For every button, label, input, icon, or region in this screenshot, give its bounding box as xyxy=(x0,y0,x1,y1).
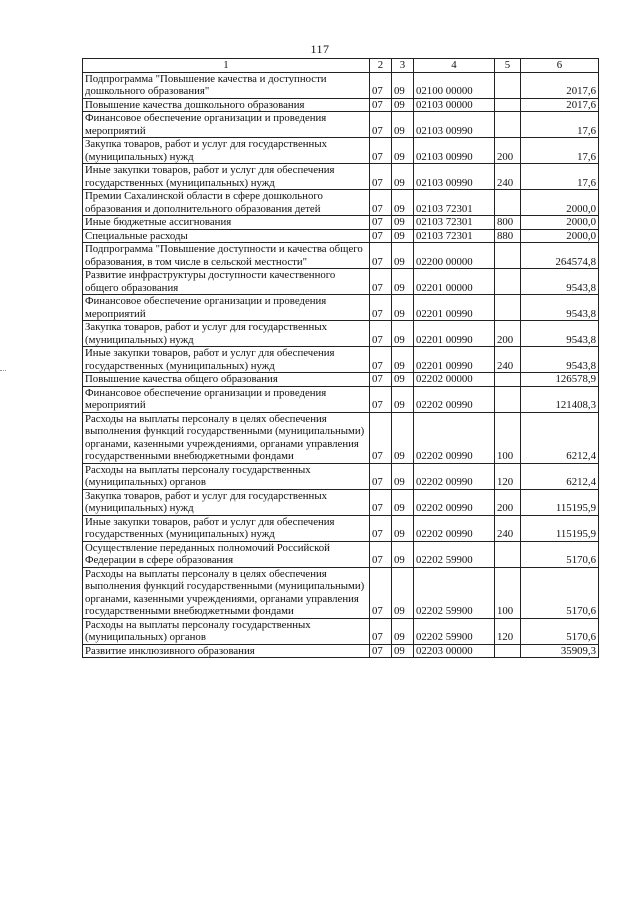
row-target-article: 02103 72301 xyxy=(414,190,495,216)
row-section: 07 xyxy=(370,164,392,190)
row-amount: 17,6 xyxy=(521,138,599,164)
row-name: Расходы на выплаты персоналу государственных (муниципальных) органов xyxy=(83,463,370,489)
table-body xyxy=(83,72,599,658)
row-expense-type: 200 xyxy=(495,489,521,515)
table-row xyxy=(83,489,599,515)
row-section: 07 xyxy=(370,190,392,216)
row-target-article: 02103 00990 xyxy=(414,112,495,138)
table-row xyxy=(83,412,599,463)
header-col-2: 2 xyxy=(370,59,392,73)
row-subsection: 09 xyxy=(392,98,414,112)
row-target-article: 02201 00990 xyxy=(414,295,495,321)
row-name: Закупка товаров, работ и услуг для государственных (муниципальных) нужд xyxy=(83,138,370,164)
row-section: 07 xyxy=(370,373,392,387)
row-expense-type xyxy=(495,373,521,387)
table-row xyxy=(83,229,599,243)
header-col-3: 3 xyxy=(392,59,414,73)
row-amount: 2000,0 xyxy=(521,216,599,230)
row-amount: 2000,0 xyxy=(521,190,599,216)
row-section: 07 xyxy=(370,489,392,515)
row-name: Закупка товаров, работ и услуг для государственных (муниципальных) нужд xyxy=(83,489,370,515)
row-section: 07 xyxy=(370,412,392,463)
row-amount: 115195,9 xyxy=(521,489,599,515)
row-subsection: 09 xyxy=(392,72,414,98)
row-target-article: 02201 00990 xyxy=(414,321,495,347)
row-name: Подпрограмма "Повышение качества и доступности дошкольного образования" xyxy=(83,72,370,98)
row-subsection: 09 xyxy=(392,243,414,269)
budget-table xyxy=(82,58,599,658)
row-expense-type: 800 xyxy=(495,216,521,230)
table-row xyxy=(83,216,599,230)
row-target-article: 02202 59900 xyxy=(414,567,495,618)
row-expense-type xyxy=(495,269,521,295)
row-name: Расходы на выплаты персоналу в целях обеспечения выполнения функций государственными (муниципальными) органами, казенными учреждениями, органами управления государственными внебюджетными фондами xyxy=(83,567,370,618)
row-amount: 5170,6 xyxy=(521,618,599,644)
row-target-article: 02203 00000 xyxy=(414,644,495,658)
table-row xyxy=(83,515,599,541)
row-amount: 2000,0 xyxy=(521,229,599,243)
row-name: Иные бюджетные ассигнования xyxy=(83,216,370,230)
row-subsection: 09 xyxy=(392,112,414,138)
row-amount: 6212,4 xyxy=(521,463,599,489)
row-section: 07 xyxy=(370,541,392,567)
table-row xyxy=(83,164,599,190)
row-expense-type xyxy=(495,243,521,269)
row-name: Специальные расходы xyxy=(83,229,370,243)
row-section: 07 xyxy=(370,386,392,412)
row-amount: 2017,6 xyxy=(521,72,599,98)
row-target-article: 02202 00990 xyxy=(414,515,495,541)
margin-mark xyxy=(0,370,6,371)
row-expense-type xyxy=(495,98,521,112)
table-row xyxy=(83,112,599,138)
row-expense-type: 120 xyxy=(495,618,521,644)
header-col-5: 5 xyxy=(495,59,521,73)
row-section: 07 xyxy=(370,618,392,644)
table-header-row xyxy=(83,59,599,73)
row-subsection: 09 xyxy=(392,164,414,190)
page-number: 117 xyxy=(310,42,330,56)
table-row xyxy=(83,373,599,387)
table-row xyxy=(83,567,599,618)
row-section: 07 xyxy=(370,347,392,373)
row-section: 07 xyxy=(370,644,392,658)
row-section: 07 xyxy=(370,515,392,541)
row-section: 07 xyxy=(370,229,392,243)
row-section: 07 xyxy=(370,567,392,618)
row-name: Премии Сахалинской области в сфере дошкольного образования и дополнительного образования детей xyxy=(83,190,370,216)
table-row xyxy=(83,618,599,644)
row-target-article: 02202 59900 xyxy=(414,541,495,567)
table-row xyxy=(83,72,599,98)
row-expense-type: 240 xyxy=(495,515,521,541)
row-subsection: 09 xyxy=(392,229,414,243)
row-expense-type: 200 xyxy=(495,321,521,347)
row-subsection: 09 xyxy=(392,295,414,321)
row-expense-type: 120 xyxy=(495,463,521,489)
row-section: 07 xyxy=(370,72,392,98)
row-name: Повышение качества дошкольного образования xyxy=(83,98,370,112)
row-amount: 2017,6 xyxy=(521,98,599,112)
row-expense-type xyxy=(495,190,521,216)
row-expense-type: 880 xyxy=(495,229,521,243)
row-target-article: 02202 00990 xyxy=(414,412,495,463)
row-name: Финансовое обеспечение организации и проведения мероприятий xyxy=(83,295,370,321)
row-subsection: 09 xyxy=(392,373,414,387)
row-expense-type xyxy=(495,112,521,138)
row-amount: 17,6 xyxy=(521,112,599,138)
table-row xyxy=(83,295,599,321)
row-amount: 5170,6 xyxy=(521,541,599,567)
row-amount: 9543,8 xyxy=(521,347,599,373)
row-name: Развитие инфраструктуры доступности качественного общего образования xyxy=(83,269,370,295)
row-name: Развитие инклюзивного образования xyxy=(83,644,370,658)
row-name: Финансовое обеспечение организации и проведения мероприятий xyxy=(83,112,370,138)
row-amount: 9543,8 xyxy=(521,295,599,321)
row-subsection: 09 xyxy=(392,412,414,463)
table-row xyxy=(83,269,599,295)
row-subsection: 09 xyxy=(392,269,414,295)
row-target-article: 02200 00000 xyxy=(414,243,495,269)
row-name: Иные закупки товаров, работ и услуг для обеспечения государственных (муниципальных) нужд xyxy=(83,347,370,373)
row-name: Расходы на выплаты персоналу государственных (муниципальных) органов xyxy=(83,618,370,644)
row-section: 07 xyxy=(370,295,392,321)
row-subsection: 09 xyxy=(392,216,414,230)
row-subsection: 09 xyxy=(392,489,414,515)
table-row xyxy=(83,138,599,164)
row-section: 07 xyxy=(370,138,392,164)
row-target-article: 02202 59900 xyxy=(414,618,495,644)
row-target-article: 02201 00000 xyxy=(414,269,495,295)
row-subsection: 09 xyxy=(392,567,414,618)
row-name: Расходы на выплаты персоналу в целях обеспечения выполнения функций государственными (муниципальными) органами, казенными учреждениями, органами управления государственными внебюджетными фондами xyxy=(83,412,370,463)
row-amount: 264574,8 xyxy=(521,243,599,269)
row-target-article: 02202 00990 xyxy=(414,463,495,489)
row-subsection: 09 xyxy=(392,138,414,164)
table-row xyxy=(83,644,599,658)
row-amount: 126578,9 xyxy=(521,373,599,387)
row-section: 07 xyxy=(370,216,392,230)
row-section: 07 xyxy=(370,463,392,489)
row-amount: 5170,6 xyxy=(521,567,599,618)
row-name: Иные закупки товаров, работ и услуг для обеспечения государственных (муниципальных) нужд xyxy=(83,164,370,190)
header-col-1: 1 xyxy=(83,59,370,73)
row-amount: 6212,4 xyxy=(521,412,599,463)
row-name: Иные закупки товаров, работ и услуг для обеспечения государственных (муниципальных) нужд xyxy=(83,515,370,541)
row-expense-type: 240 xyxy=(495,164,521,190)
header-col-6: 6 xyxy=(521,59,599,73)
row-subsection: 09 xyxy=(392,321,414,347)
row-name: Финансовое обеспечение организации и проведения мероприятий xyxy=(83,386,370,412)
row-section: 07 xyxy=(370,112,392,138)
row-section: 07 xyxy=(370,269,392,295)
row-target-article: 02201 00990 xyxy=(414,347,495,373)
row-amount: 9543,8 xyxy=(521,321,599,347)
row-target-article: 02202 00990 xyxy=(414,489,495,515)
table-row xyxy=(83,463,599,489)
row-target-article: 02202 00000 xyxy=(414,373,495,387)
table-row xyxy=(83,347,599,373)
header-col-4: 4 xyxy=(414,59,495,73)
table-row xyxy=(83,386,599,412)
row-target-article: 02103 00000 xyxy=(414,98,495,112)
row-subsection: 09 xyxy=(392,190,414,216)
table-row xyxy=(83,190,599,216)
row-expense-type: 100 xyxy=(495,412,521,463)
row-name: Повышение качества общего образования xyxy=(83,373,370,387)
row-amount: 121408,3 xyxy=(521,386,599,412)
row-expense-type: 200 xyxy=(495,138,521,164)
row-amount: 115195,9 xyxy=(521,515,599,541)
table-row xyxy=(83,243,599,269)
row-amount: 9543,8 xyxy=(521,269,599,295)
row-target-article: 02103 72301 xyxy=(414,229,495,243)
row-expense-type xyxy=(495,386,521,412)
row-name: Осуществление переданных полномочий Российской Федерации в сфере образования xyxy=(83,541,370,567)
row-subsection: 09 xyxy=(392,347,414,373)
row-expense-type xyxy=(495,72,521,98)
row-section: 07 xyxy=(370,98,392,112)
row-subsection: 09 xyxy=(392,386,414,412)
row-expense-type xyxy=(495,644,521,658)
row-expense-type: 240 xyxy=(495,347,521,373)
row-subsection: 09 xyxy=(392,618,414,644)
row-subsection: 09 xyxy=(392,541,414,567)
table-row xyxy=(83,321,599,347)
row-target-article: 02202 00990 xyxy=(414,386,495,412)
row-amount: 17,6 xyxy=(521,164,599,190)
row-section: 07 xyxy=(370,321,392,347)
table-row xyxy=(83,98,599,112)
row-expense-type: 100 xyxy=(495,567,521,618)
row-subsection: 09 xyxy=(392,463,414,489)
row-target-article: 02103 72301 xyxy=(414,216,495,230)
row-section: 07 xyxy=(370,243,392,269)
row-target-article: 02100 00000 xyxy=(414,72,495,98)
row-target-article: 02103 00990 xyxy=(414,138,495,164)
row-name: Подпрограмма "Повышение доступности и качества общего образования, в том числе в сельской местности" xyxy=(83,243,370,269)
row-target-article: 02103 00990 xyxy=(414,164,495,190)
row-name: Закупка товаров, работ и услуг для государственных (муниципальных) нужд xyxy=(83,321,370,347)
row-amount: 35909,3 xyxy=(521,644,599,658)
row-expense-type xyxy=(495,541,521,567)
table-row xyxy=(83,541,599,567)
row-subsection: 09 xyxy=(392,515,414,541)
row-expense-type xyxy=(495,295,521,321)
row-subsection: 09 xyxy=(392,644,414,658)
